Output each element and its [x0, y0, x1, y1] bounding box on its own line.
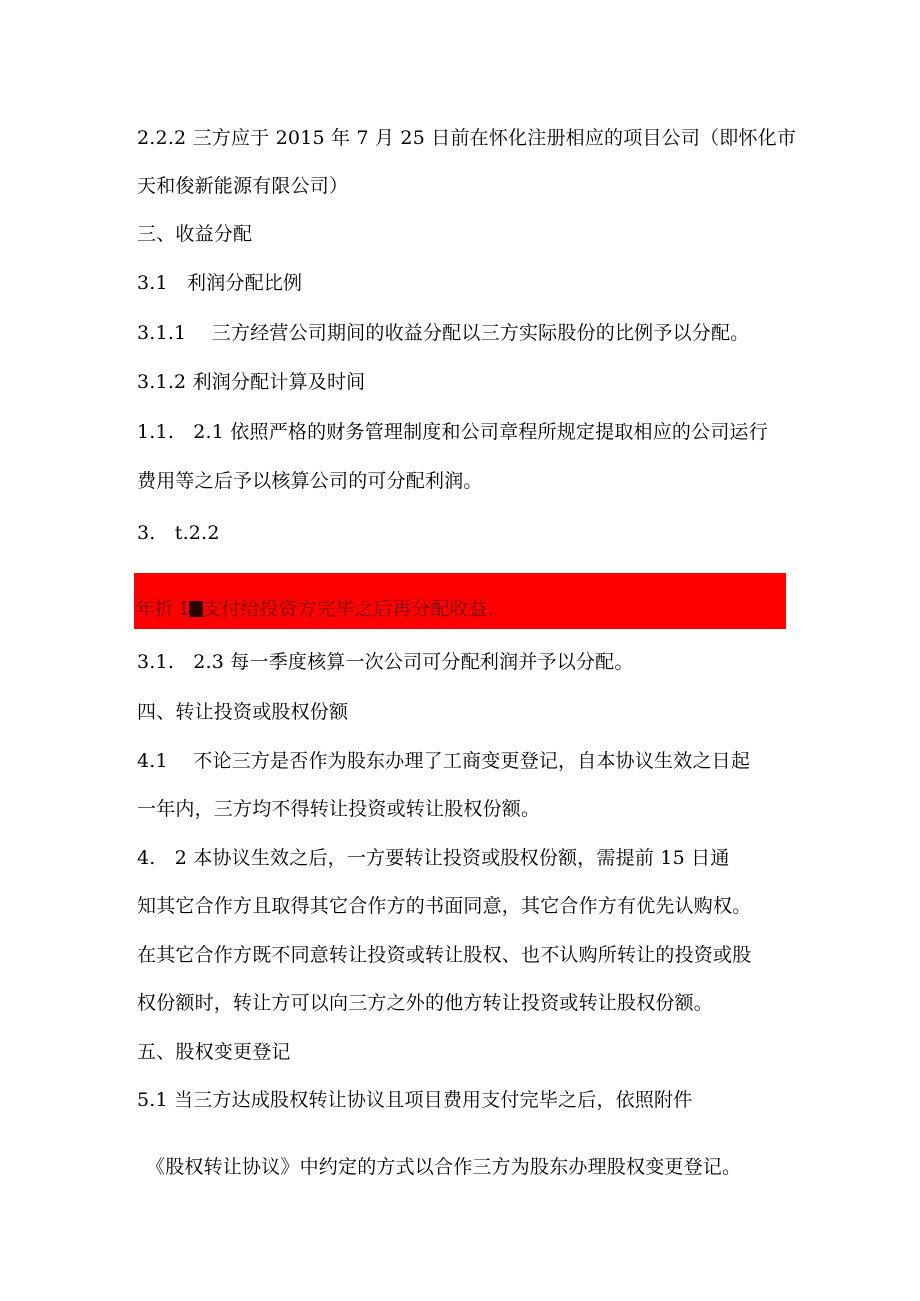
clause-3-1-1: 3.1.1 三方经营公司期间的收益分配以三方实际股份的比例予以分配。 — [137, 322, 750, 344]
clause-3-1-heading: 3.1 利润分配比例 — [137, 272, 303, 294]
clause-3-t-2-2: 3. t.2.2 — [137, 522, 220, 544]
section-3-heading: 三、收益分配 — [137, 223, 253, 245]
clause-3-1-2-3: 3.1. 2.3 每一季度核算一次公司可分配利润并予以分配。 — [137, 651, 634, 673]
section-5-heading: 五、股权变更登记 — [137, 1041, 291, 1063]
redaction-bar — [134, 573, 786, 629]
redaction-block — [189, 601, 203, 617]
clause-4-2-line-4: 权份额时，转让方可以向三方之外的他方转让投资或转让股权份额。 — [137, 992, 714, 1014]
clause-4-2-line-2: 知其它合作方且取得其它合作方的书面同意，其它合作方有优先认购权。 — [137, 895, 752, 917]
clause-4-2-line-1: 4. 2 本协议生效之后，一方要转让投资或股权份额，需提前 15 日通 — [137, 847, 730, 869]
redacted-text-post: 支付给投资方完毕之后再分配收益. — [202, 598, 494, 620]
clause-1-1-2-1-line-1: 1.1. 2.1 依照严格的财务管理制度和公司章程所规定提取相应的公司运行 — [137, 421, 768, 443]
clause-1-1-2-1-line-2: 费用等之后予以核算公司的可分配利润。 — [137, 470, 483, 492]
clause-5-1-line-2: 《股权转让协议》中约定的方式以合作三方为股东办理股权变更登记。 — [146, 1156, 742, 1178]
redacted-text-pre: 年折 I — [136, 598, 188, 620]
clause-5-1-line-1: 5.1 当三方达成股权转让协议且项目费用支付完毕之后，依照附件 — [137, 1089, 693, 1111]
clause-2-2-2-line-1: 2.2.2 三方应于 2015 年 7 月 25 日前在怀化注册相应的项目公司（即怀化市 — [137, 127, 797, 149]
section-4-heading: 四、转让投资或股权份额 — [137, 701, 349, 723]
clause-4-2-line-3: 在其它合作方既不同意转让投资或转让股权、也不认购所转让的投资或股 — [137, 944, 752, 966]
clause-3-1-2-heading: 3.1.2 利润分配计算及时间 — [137, 371, 366, 393]
clause-4-1-line-2: 一年内，三方均不得转让投资或转让股权份额。 — [137, 798, 541, 820]
clause-2-2-2-line-2: 天和俊新能源有限公司） — [137, 175, 349, 197]
redacted-text — [136, 597, 494, 621]
clause-4-1-line-1: 4.1 不论三方是否作为股东办理了工商变更登记，自本协议生效之日起 — [137, 750, 751, 772]
